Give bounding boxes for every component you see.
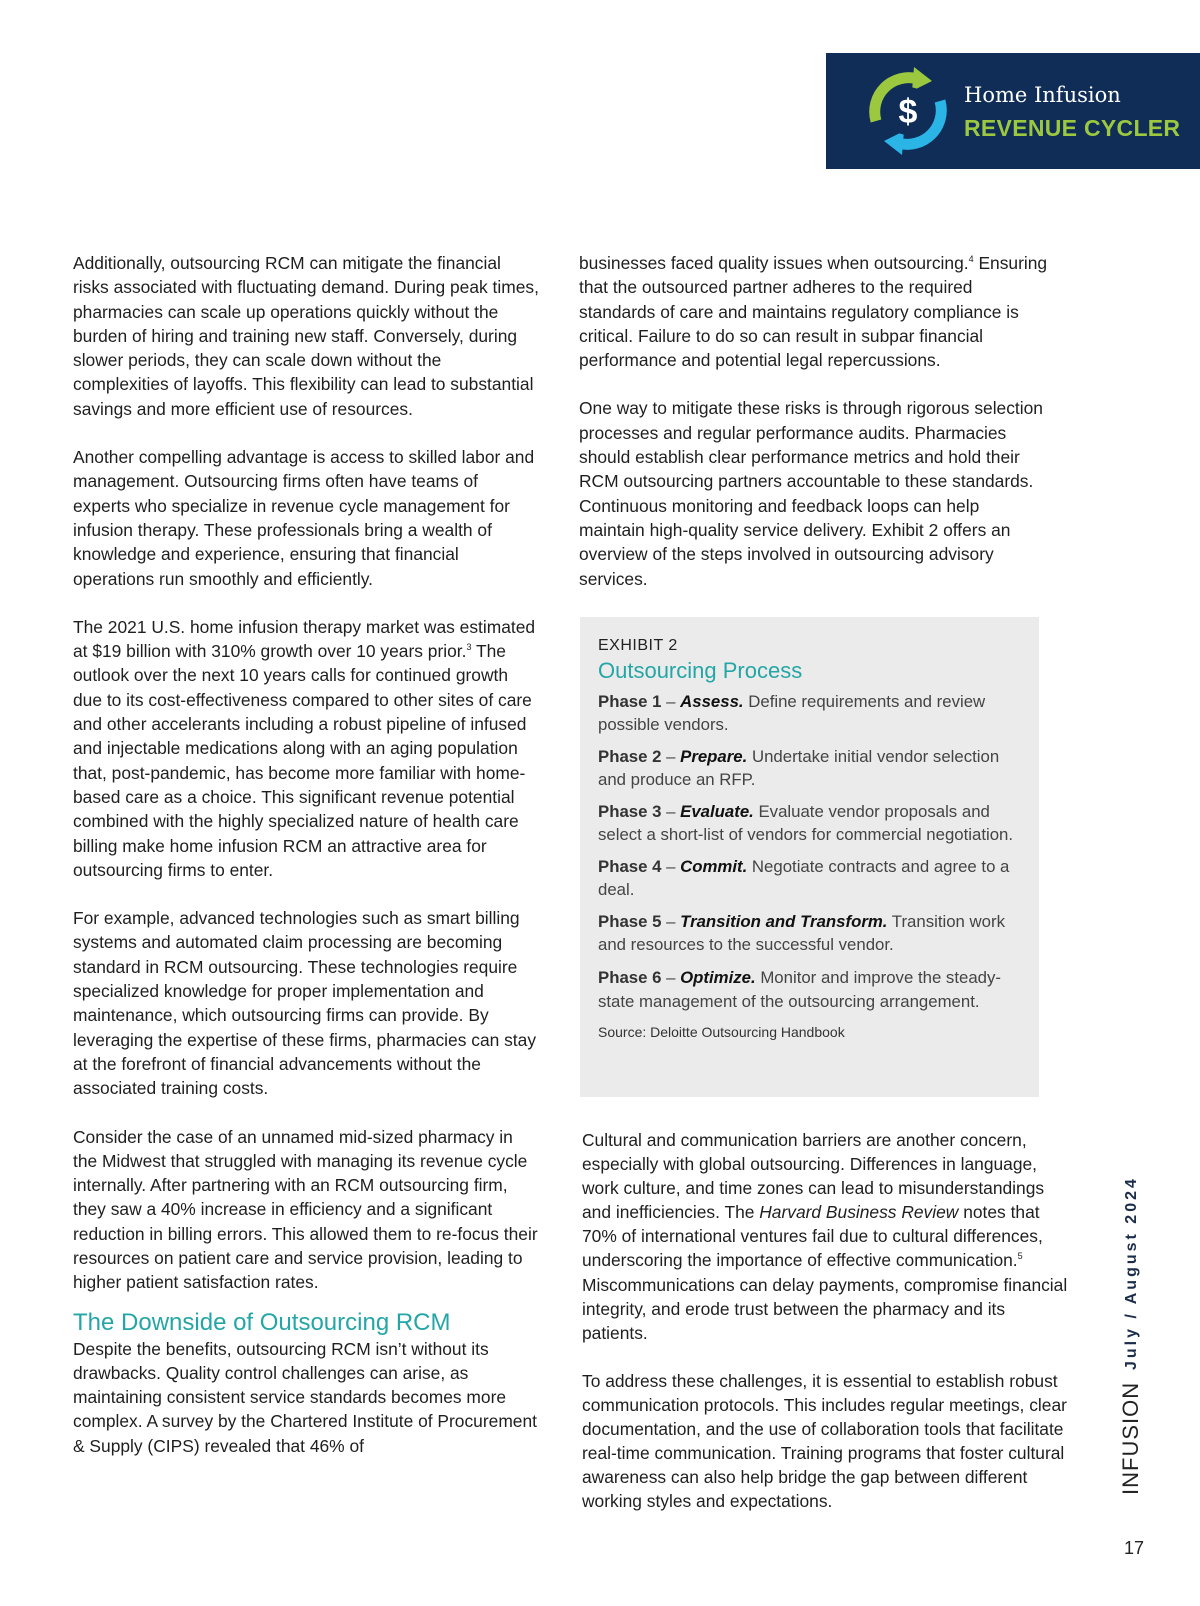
sidebar xyxy=(1113,1176,1163,1495)
badge-title-line2: REVENUE CYCLER xyxy=(964,115,1181,141)
revenue-cycle-logo-icon xyxy=(856,59,960,163)
right-column-bottom xyxy=(582,1128,1072,1513)
header-badge xyxy=(826,53,1200,169)
left-column xyxy=(73,251,539,1458)
footnote-ref-5: 5 xyxy=(1017,1251,1023,1262)
exhibit-box xyxy=(580,617,1039,1097)
magazine-logo: INFUSION xyxy=(1118,1381,1143,1495)
right-paragraph-1: businesses faced quality issues when outsourcing.$^4$ Ensuring that the outsourced partner adheres to the required standards of care and maintains regulatory compliance is critical. Failure to do so can result in subpar financial performance and potential legal repercussions. xyxy=(579,253,1048,371)
left-paragraph-1: Additionally, outsourcing RCM can mitigate the financial risks associated with fluctuating demand. During peak times, pharmacies can scale up operations quickly without the burden of hiring and training new staff. Conversely, during slower periods, they can scale down without the complexities of layoffs. This flexibility can lead to substantial savings and more efficient use of resources. xyxy=(73,253,539,419)
phase-item: Phase 3 – Evaluate. Evaluate vendor proposals and select a short-list of vendors for commercial negotiation. xyxy=(598,802,1014,844)
phase-item: Phase 1 – Assess. Define requirements and review possible vendors. xyxy=(598,692,986,734)
phase-item: Phase 2 – Prepare. Undertake initial vendor selection and produce an RFP. xyxy=(598,747,1000,789)
page-number: 17 xyxy=(1124,1538,1145,1558)
publication-name: Harvard Business Review xyxy=(759,1202,959,1223)
phase-item: Phase 6 – Optimize. Monitor and improve the steady-state management of the outsourcing arrangement. xyxy=(598,968,1001,1011)
left-paragraph-4: For example, advanced technologies such as smart billing systems and automated claim processing are becoming standard in RCM outsourcing. These technologies require specialized knowledge for proper implementation and maintenance, which outsourcing firms can provide. By leveraging the expertise of these firms, pharmacies can stay at the forefront of financial advancements without the associated training costs. xyxy=(73,908,537,1099)
exhibit-label: EXHIBIT 2 xyxy=(598,637,678,654)
left-paragraph-3: The 2021 U.S. home infusion therapy market was estimated at $19 billion with 310% growth over 10 years prior.$^3$ The outlook over the next 10 years calls for continued growth due to its cost-effectiveness compared to other sites of care and other accelerants including a robust pipeline of infused and injectable medications along with an aging population that, post-pandemic, has become more familiar with home-based care as a choice. This significant revenue potential combined with the highly specialized nature of health care billing make home infusion RCM an attractive area for outsourcing firms to enter. xyxy=(73,616,536,880)
right-paragraph-2: One way to mitigate these risks is through rigorous selection processes and regular performance audits. Pharmacies should establish clear performance metrics and hold their RCM outsourcing partners accountable to these standards. Continuous monitoring and feedback loops can help maintain high-quality service delivery. Exhibit 2 offers an overview of the steps involved in outsourcing advisory services. xyxy=(579,398,1043,589)
exhibit-title: Outsourcing Process xyxy=(598,658,803,683)
badge-title-line1: Home Infusion xyxy=(964,83,1121,107)
issue-date: July / August 2024 xyxy=(1123,1176,1140,1370)
left-paragraph-6: Despite the benefits, outsourcing RCM isn’t without its drawbacks. Quality control challenges can arise, as maintaining consistent service standards becomes more complex. A survey by the Chartered Institute of Procurement & Supply (CIPS) revealed that 46% of xyxy=(73,1338,537,1456)
dollar-sign: $ xyxy=(898,93,918,131)
exhibit-source: Source: Deloitte Outsourcing Handbook xyxy=(598,1024,845,1040)
phase-item: Phase 5 – Transition and Transform. Transition work and resources to the successful vendor. xyxy=(598,912,1005,954)
right-column-top xyxy=(579,251,1049,591)
left-paragraph-5: Consider the case of an unnamed mid-sized pharmacy in the Midwest that struggled with managing its revenue cycle internally. After partnering with an RCM outsourcing firm, they saw a 40% increase in efficiency and a significant reduction in billing errors. This allowed them to re-focus their resources on patient care and service provision, leading to higher patient satisfaction rates. xyxy=(73,1126,538,1293)
left-paragraph-2: Another compelling advantage is access to skilled labor and management. Outsourcing firms often have teams of experts who specialize in revenue cycle management for infusion therapy. These professionals bring a wealth of knowledge and experience, ensuring that financial operations run smoothly and efficiently. xyxy=(73,447,535,589)
right-paragraph-3: Cultural and communication barriers are another concern, especially with global outsourcing. Differences in language, work culture, and time zones can lead to misunderstandings and inefficiencies. The Harvard Business Review notes that 70% of international ventures fail due to cultural differences, underscoring the importance of effective communication.$^5$ Miscommunications can delay payments, compromise financial integrity, and erode trust between the pharmacy and its patients. xyxy=(582,1130,1068,1343)
phase-item: Phase 4 – Commit. Negotiate contracts and agree to a deal. xyxy=(598,857,1010,899)
section-heading: The Downside of Outsourcing RCM xyxy=(73,1308,451,1336)
right-paragraph-4: To address these challenges, it is essential to establish robust communication protocols. This includes regular meetings, clear documentation, and the use of collaboration tools that facilitate real-time communication. Training programs that foster cultural awareness can also help bridge the gap between different working styles and expectations. xyxy=(582,1370,1067,1512)
footnote-ref-3: 3 xyxy=(466,642,472,653)
footnote-ref-4: 4 xyxy=(968,254,974,265)
